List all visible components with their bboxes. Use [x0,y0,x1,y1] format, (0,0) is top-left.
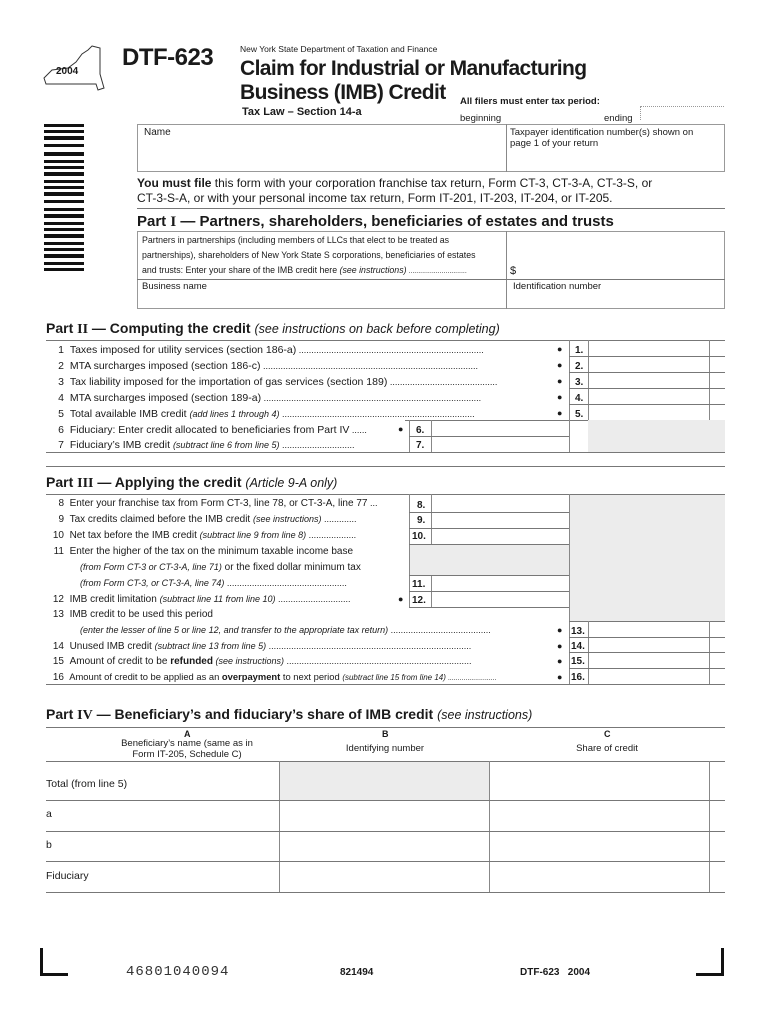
line3-box-label: 3. [575,377,584,388]
part1-dollar-sign: $ [510,265,517,277]
line6-bullet: ● [398,424,404,434]
fiduciary-share-input[interactable] [491,864,707,891]
line4: 4 MTA surcharges imposed (section 189-a) ....................................................................................... [58,392,482,404]
line5: 5 Total available IMB credit (add lines 1 through 4) ............................................................................. [58,408,475,420]
part4-row-a: a [46,808,52,820]
part1-desc-3-italic: (see instructions) [339,265,407,275]
line15-bullet: ● [557,656,563,666]
beneficiary-b-share-input[interactable] [491,833,707,860]
part1-desc-3 [142,265,467,275]
part3-prefix: Part [46,474,78,490]
part2-prefix: Part [46,320,78,336]
part2-title: — Computing the credit [88,320,255,336]
beginning-label: beginning [460,113,502,124]
line15-amount-input[interactable] [590,653,708,667]
identification-number-input[interactable] [510,292,722,308]
line10-amount-input[interactable] [433,529,567,543]
col-b-letter: B [382,729,389,739]
footer-form-year: DTF-623 2004 [520,967,591,978]
must-file-text-1: this form with your corporation franchise tax return, Form CT-3, CT-3-A, CT-3-S, or [211,176,653,190]
part1-heading [137,213,614,231]
form-year: 2004 [56,66,79,77]
line3-bullet: ● [557,376,563,386]
line1-amount-input[interactable] [590,341,708,355]
beneficiary-a-share-input[interactable] [491,802,707,830]
line9-box-label: 9. [417,515,426,526]
line16: 16 Amount of credit to be applied as an overpayment to next period (subtract line 15 from line 14) ......................... [52,671,497,683]
part4-row-total: Total (from line 5) [46,778,128,790]
must-file-line2: CT-3-S-A, or with your personal income tax return, Form IT-201, IT-203, IT-204, or IT-205. [137,191,613,205]
part3-number: III [77,476,94,491]
beneficiary-b-name-input[interactable] [48,833,277,860]
tax-law-reference: Tax Law – Section 14-a [242,106,362,118]
part3-subtitle: (Article 9-A only) [245,476,338,490]
part1-prefix: Part [137,213,171,230]
taxpayer-id-label-1: Taxpayer identification number(s) shown on [510,127,694,138]
line10-box-label: 10. [412,531,426,542]
corner-mark-right [696,948,724,976]
part1-desc-2: partnerships), shareholders of New York State S corporations, beneficiaries of estates [142,250,476,260]
beneficiary-a-name-input[interactable] [48,802,277,830]
line13: 13 IMB credit to be used this period [52,609,213,620]
form-title-line1: Claim for Industrial or Manufacturing [240,57,587,80]
business-name-label: Business name [142,281,207,292]
line3: 3 Tax liability imposed for the importation of gas services (section 189) ........................................... [58,376,498,388]
part4-row-b: b [46,839,52,851]
line4-box-label: 4. [575,393,584,404]
form-id: DTF-623 [122,44,214,71]
line6-box-label: 6. [416,425,425,436]
corner-mark-left [40,948,68,976]
col-a-label-1: Beneficiary’s name (same as in [121,738,253,749]
col-b-label: Identifying number [345,743,425,754]
line13-box-label: 13. [571,626,585,637]
line14-bullet: ● [557,641,563,651]
line2-amount-input[interactable] [590,357,708,371]
part4-title: — Beneficiary’s and fiduciary’s share of IMB credit [92,706,438,722]
part4-number: IV [77,708,93,723]
part4-subtitle: (see instructions) [437,708,533,722]
line1: 1 Taxes imposed for utility services (section 186-a) .......................................................................... [58,344,484,356]
line12-box-label: 12. [412,595,426,606]
part3-title: — Applying the credit [93,474,246,490]
line13-instruction: (enter the lesser of line 5 or line 12, and transfer to the appropriate tax return) ........................................ [80,625,491,635]
line4-amount-input[interactable] [590,389,708,403]
part2-subtitle: (see instructions on back before completing) [254,322,500,336]
line15: 15 Amount of credit to be refunded (see instructions) .......................................................................... [52,656,472,667]
line15-box-label: 15. [571,656,585,667]
part1-credit-amount-input[interactable] [520,262,720,278]
line13-amount-input[interactable] [590,622,708,636]
line13-bullet: ● [557,625,563,635]
line16-bullet: ● [557,672,563,682]
line7: 7 Fiduciary’s IMB credit (subtract line 6 from line 5) ............................. [58,439,355,451]
line12-amount-input[interactable] [433,592,567,606]
part2-heading [46,320,500,338]
line4-bullet: ● [557,392,563,402]
line11-source: (from Form CT-3, or CT-3-A, line 74) ................................................ [80,578,347,588]
line9-amount-input[interactable] [433,513,567,527]
line12: 12 IMB credit limitation (subtract line 11 from line 10) ............................. [52,594,351,605]
form-code: 821494 [340,967,374,978]
tax-period-label: All filers must enter tax period: [460,96,600,107]
part1-number: I [170,214,177,230]
line5-box-label: 5. [575,409,584,420]
line5-bullet: ● [557,408,563,418]
part1-desc-3-dots: .............................. [406,268,467,275]
name-input[interactable] [141,138,501,168]
scan-number: 46801040094 [126,964,230,980]
line5-amount-input[interactable] [590,405,708,419]
beneficiary-b-id-input[interactable] [281,833,487,860]
line14-box-label: 14. [571,641,585,652]
name-label: Name [144,127,171,138]
line14-amount-input[interactable] [590,638,708,651]
line16-amount-input[interactable] [590,669,708,683]
taxpayer-id-label-2: page 1 of your return [510,138,599,149]
ending-label: ending [604,113,633,124]
line8-box-label: 8. [417,500,426,511]
line1-bullet: ● [557,344,563,354]
part1-desc-3-text: and trusts: Enter your share of the IMB credit here [142,265,340,275]
line6-amount-input[interactable] [433,421,567,435]
line3-amount-input[interactable] [590,373,708,387]
business-name-input[interactable] [141,292,501,308]
form-title-line2: Business (IMB) Credit [240,81,446,104]
col-c-letter: C [604,729,611,739]
col-c-label: Share of credit [576,743,638,754]
part2-number: II [77,322,89,337]
line12-bullet: ● [398,594,404,604]
taxpayer-id-input[interactable] [510,150,720,170]
agency-name: New York State Department of Taxation and Finance [240,44,438,54]
line1-box-label: 1. [575,345,584,356]
part4-prefix: Part [46,706,78,722]
line11-amount-input[interactable] [433,576,567,590]
line2: 2 MTA surcharges imposed (section 186-c) ...................................................................................... [58,360,479,372]
line8: 8 Enter your franchise tax from Form CT-3, line 78, or CT-3-A, line 77 ... [58,498,378,509]
part4-total-share-input[interactable] [491,764,707,798]
line2-bullet: ● [557,360,563,370]
col-a-label-2: Form IT-205, Schedule C) [132,749,242,760]
part4-row-fiduciary: Fiduciary [46,870,89,882]
identification-number-label: Identification number [513,281,602,292]
line2-box-label: 2. [575,361,584,372]
line14: 14 Unused IMB credit (subtract line 13 from line 5) ................................................................................. [52,641,472,652]
beneficiary-a-id-input[interactable] [281,802,487,830]
line11-box-label: 11. [412,579,426,590]
line8-amount-input[interactable] [433,496,567,511]
must-file-bold: You must file [137,176,212,190]
part1-desc-1: Partners in partnerships (including members of LLCs that elect to be treated as [142,235,450,245]
line9: 9 Tax credits claimed before the IMB credit (see instructions) ............. [58,514,357,525]
part3-heading [46,474,337,492]
part4-heading [46,706,532,724]
line11: 11 Enter the higher of the tax on the minimum taxable income base [53,546,354,557]
tax-period-field-top [640,106,724,120]
line10: 10 Net tax before the IMB credit (subtract line 9 from line 8) ................... [52,530,357,541]
line7-box-label: 7. [416,440,425,451]
line11-continued: (from Form CT-3 or CT-3-A, line 71) or the fixed dollar minimum tax [80,562,361,573]
part1-title: — Partners, shareholders, beneficiaries of estates and trusts [176,213,614,230]
line16-box-label: 16. [571,672,585,683]
col-a-letter: A [184,729,191,739]
line6: 6 Fiduciary: Enter credit allocated to beneficiaries from Part IV ...... [58,424,367,436]
must-file-line1 [137,176,652,190]
line7-amount-input[interactable] [433,437,567,451]
